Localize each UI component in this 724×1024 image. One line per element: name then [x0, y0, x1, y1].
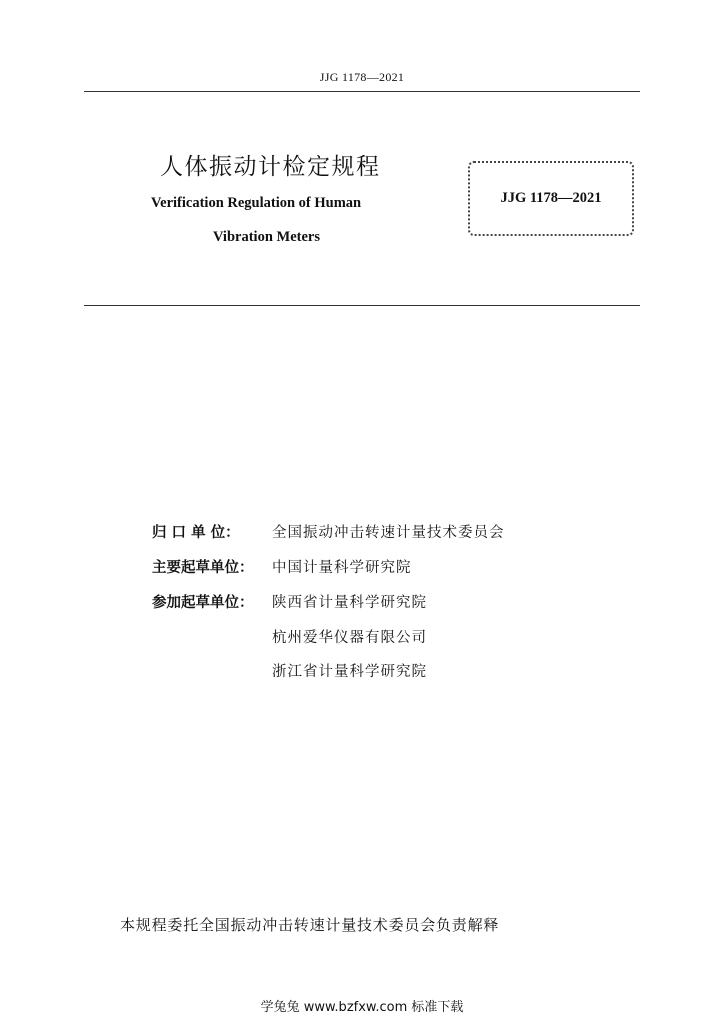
- main-drafting-label: 主要起草单位：: [152, 560, 254, 576]
- title-english-line2: Vibration Meters: [213, 229, 320, 245]
- responsible-unit-label: 归 口 单 位：: [152, 525, 240, 541]
- standard-code: JJG 1178—2021: [500, 190, 602, 206]
- main-drafting-value: 中国计量科学研究院: [272, 560, 412, 576]
- participating-drafting-label: 参加起草单位：: [152, 595, 254, 611]
- participating-drafting-value-1: 陕西省计量科学研究院: [272, 595, 427, 611]
- responsible-unit-value: 全国振动冲击转速计量技术委员会: [272, 525, 505, 541]
- responsible-unit-row: [152, 521, 505, 542]
- header-standard-code: JJG 1178—2021: [319, 70, 405, 84]
- interpretation-note: 本规程委托全国振动冲击转速计量技术委员会负责解释: [120, 916, 500, 934]
- participating-drafting-value-3: 浙江省计量科学研究院: [272, 664, 427, 680]
- bottom-divider: [84, 305, 640, 306]
- footer-watermark: 学兔兔 www.bzfxw.com 标准下载: [260, 1000, 464, 1015]
- main-drafting-row: [152, 556, 412, 577]
- title-chinese: 人体振动计检定规程: [160, 154, 381, 180]
- top-divider: [84, 91, 640, 92]
- participating-drafting-value-2: 杭州爱华仪器有限公司: [272, 630, 427, 646]
- title-english-line1: Verification Regulation of Human: [151, 195, 362, 211]
- participating-drafting-row: [152, 591, 427, 612]
- standard-code-box: [468, 161, 634, 236]
